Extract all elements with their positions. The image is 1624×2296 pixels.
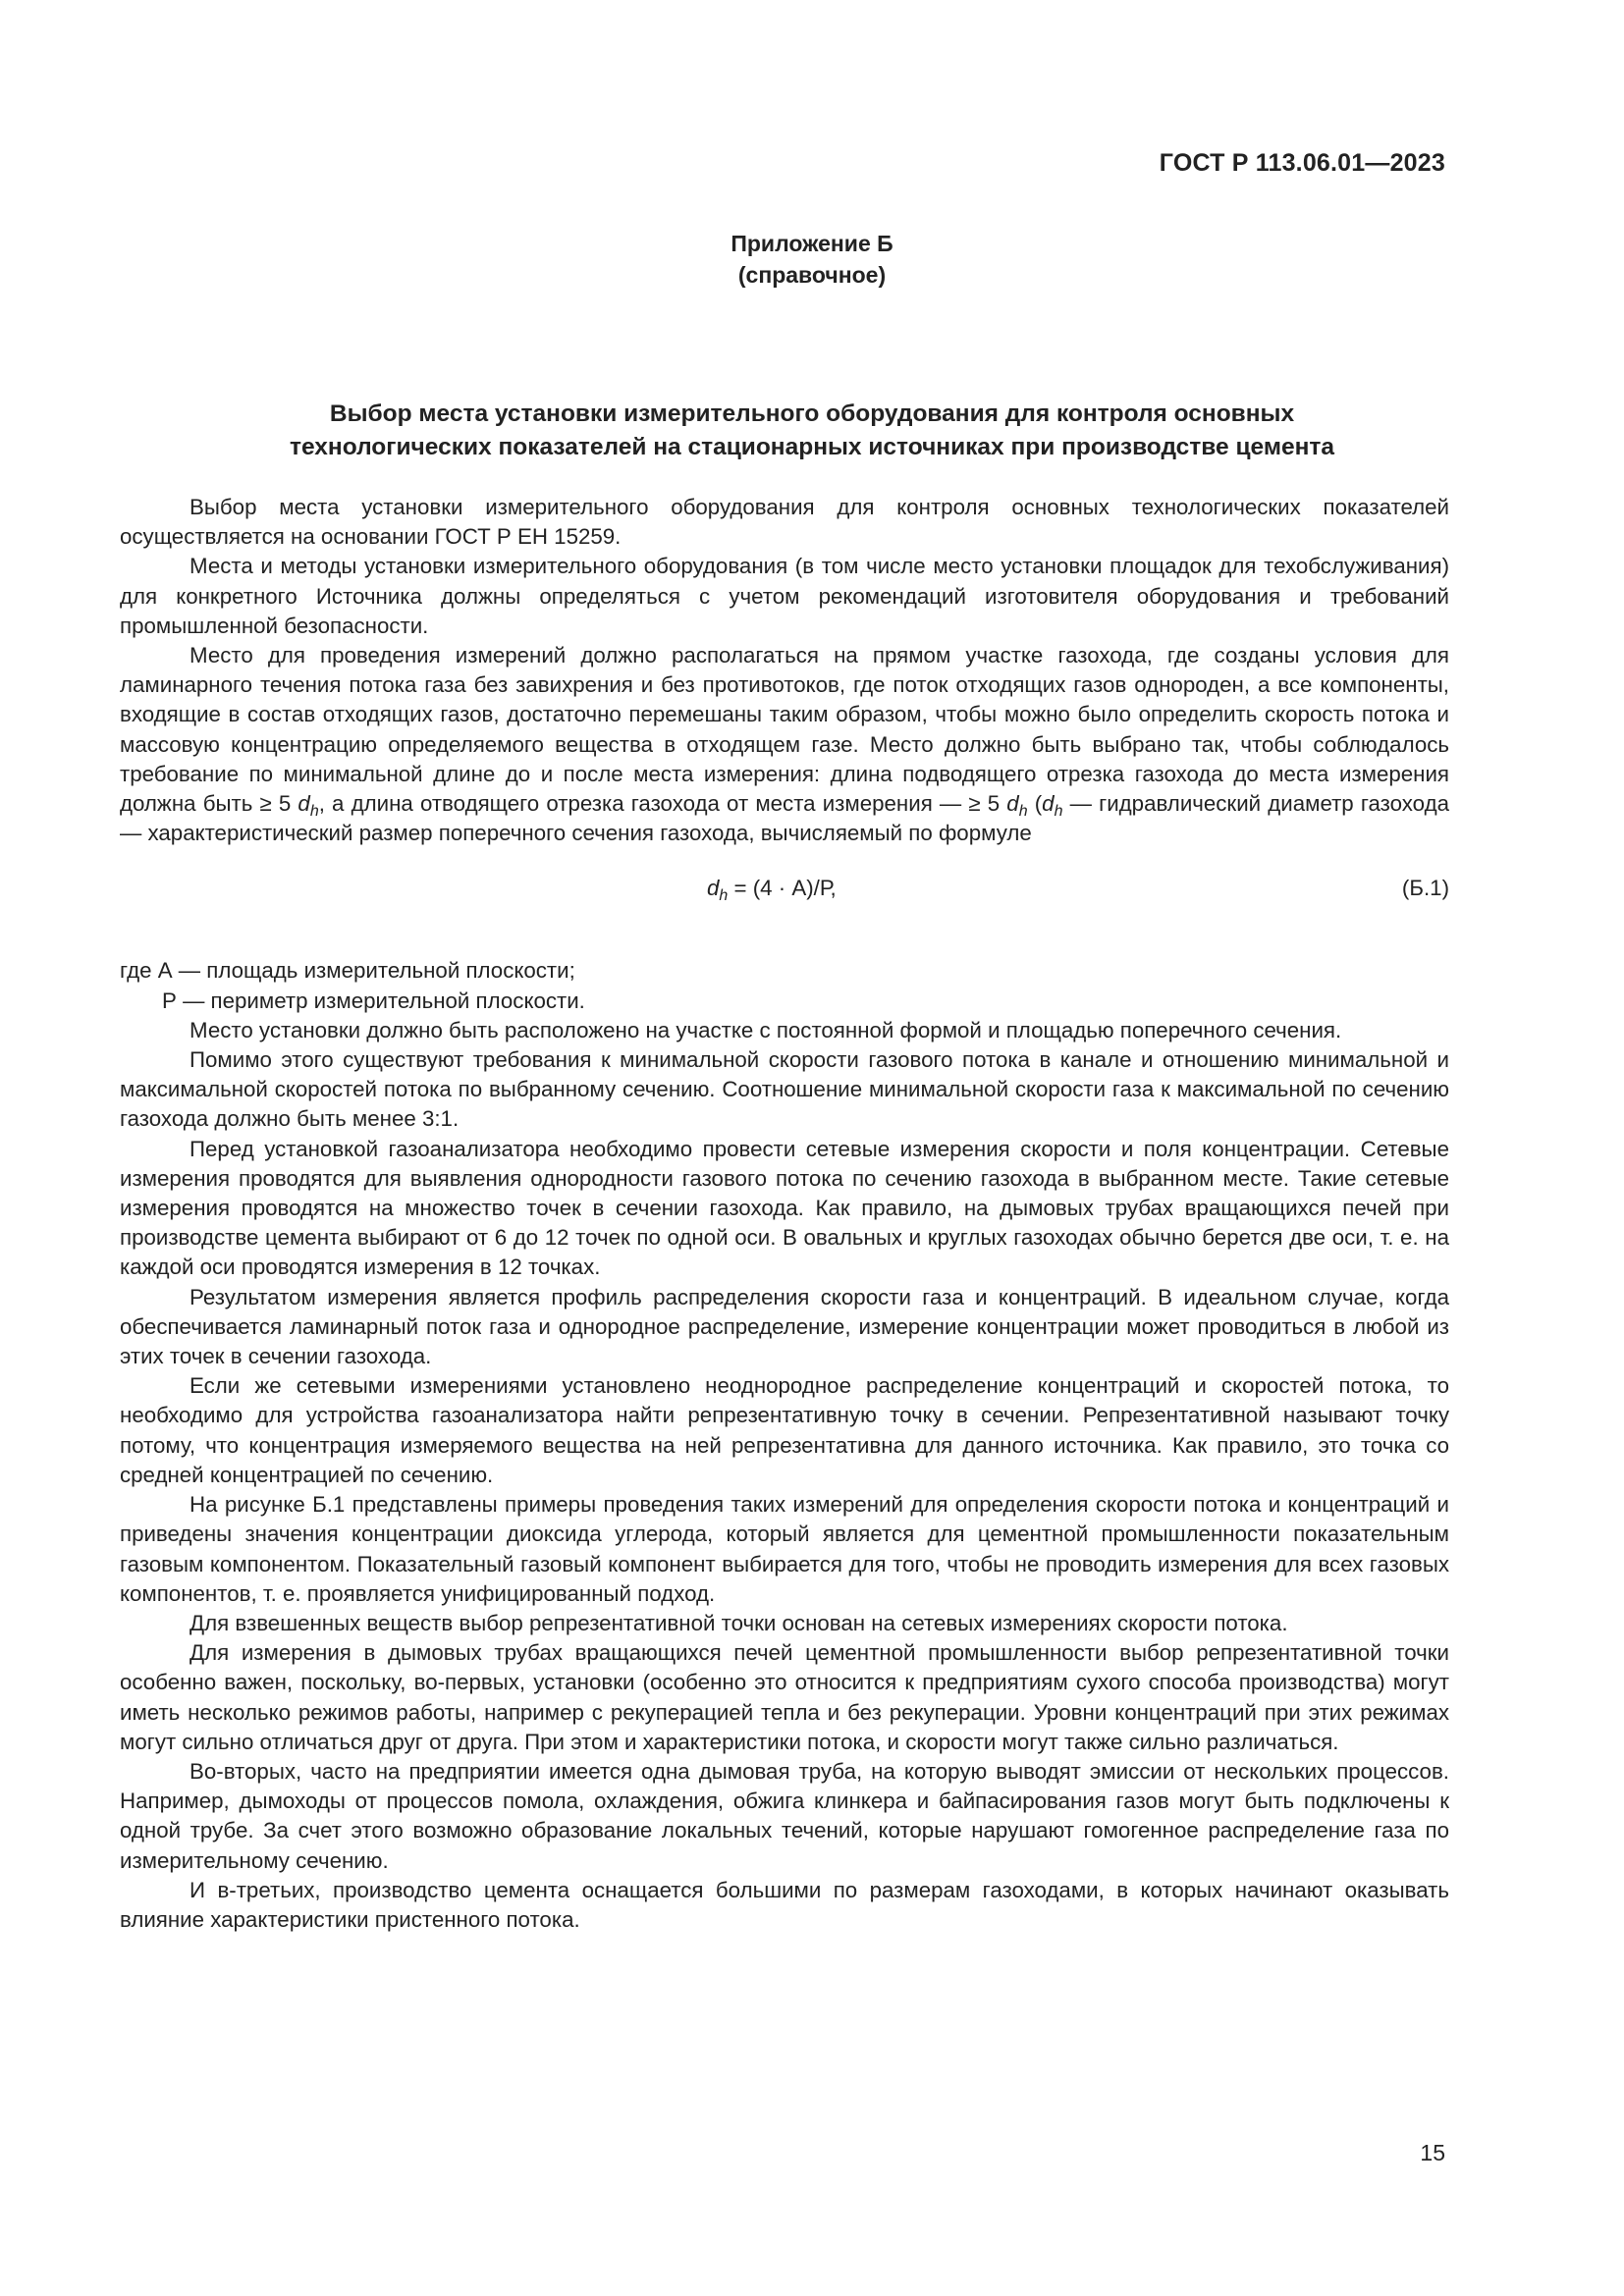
section-title	[0, 398, 1624, 464]
formula-b1	[120, 874, 1449, 903]
paragraph: На рисунке Б.1 представлены примеры проведения таких измерений для определения скорости потока и концентраций и приведены значения концентрации диоксида углерода, который является для цементной промышленности показательным газовым компонентом. Показательный газовый компонент выбирается для того, чтобы не проводить измерения для всех газовых компонентов, т. е. проявляется унифицированный подход.	[120, 1492, 1449, 1606]
symbol-h: h	[309, 803, 319, 821]
paragraph: И в-третьих, производство цемента оснащается большими по размерам газоходами, в которых начинают оказывать влияние характеристики пристенного потока.	[120, 1877, 1449, 1932]
formula-expression	[707, 874, 837, 903]
paragraph: Для измерения в дымовых трубах вращающихся печей цементной промышленности выбор репрезентативной точки особенно важен, поскольку, во-первых, установки (особенно это относится к предприятиям сухого способа производства) могут иметь несколько режимов работы, например с рекуперацией тепла и без рекуперации. Уровни концентраций при этих режимах могут сильно отличаться друг от друга. При этом и характеристики потока, и скорости могут также сильно различаться.	[120, 1640, 1449, 1754]
paragraph-text: Место для проведения измерений должно располагаться на прямом участке газохода, где созданы условия для ламинарного течения потока газа без завихрения и без противотоков, где поток отходящих газов однороден, а все компоненты, входящие в состав отходящих газов, достаточно перемешаны таким образом, чтобы можно было определить скорость потока и массовую концентрацию определяемого вещества в отходящем газе. Место должно быть выбрано так, чтобы соблюдалось требование по минимальной длине до и после места измерения: длина подводящего отрезка газохода до места измерения должна быть ≥ 5	[120, 643, 1449, 817]
paragraph: Результатом измерения является профиль распределения скорости газа и концентраций. В идеальном случае, когда обеспечивается ламинарный поток газа и однородное распределение, измерение концентрации может проводиться в любой из этих точек в сечении газохода.	[120, 1284, 1449, 1369]
paragraph: Место установки должно быть расположено на участке с постоянной формой и площадью поперечного сечения.	[189, 1017, 1342, 1042]
symbol-d: d	[298, 791, 310, 817]
appendix-title: Приложение Б	[731, 231, 893, 256]
paragraph: Если же сетевыми измерениями установлено неоднородное распределение концентраций и скоростей потока, то необходимо для устройства газоанализатора найти репрезентативную точку в сечении. Репрезентативной называют точку потому, что концентрация измеряемого вещества на ней репрезентативна для данного источника. Как правило, это точка со средней концентрацией по сечению.	[120, 1373, 1449, 1487]
document-code: ГОСТ Р 113.06.01—2023	[1159, 149, 1445, 177]
paragraph: Во-вторых, часто на предприятии имеется одна дымовая труба, на которую выводят эмиссии от нескольких процессов. Например, дымоходы от процессов помола, охлаждения, обжига клинкера и байпасирования газов могут быть подключены к одной трубе. За счет этого возможно образование локальных течений, которые нарушают гомогенное распределение газа по измерительному сечению.	[120, 1758, 1449, 1873]
where-line-perimeter: Р — периметр измерительной плоскости.	[162, 988, 585, 1013]
paragraph-text: (	[1027, 791, 1043, 817]
formula-number: (Б.1)	[1401, 876, 1449, 901]
appendix-heading	[0, 228, 1624, 291]
paragraph: Помимо этого существуют требования к минимальной скорости газового потока в канале и отношению минимальной и максимальной скоростей потока по выбранному сечению. Соотношение минимальной скорости газа к максимальной по сечению газохода должно быть менее 3:1.	[120, 1047, 1449, 1132]
paragraph-hydraulic-diameter	[120, 641, 1449, 848]
paragraph-text: — гидравлический диаметр газохода — характеристический размер поперечного сечения газохода, вычисляемый по формуле	[120, 791, 1449, 846]
where-line-area: где А — площадь измерительной плоскости;	[120, 958, 575, 984]
body-text	[120, 493, 1449, 1935]
paragraph: Перед установкой газоанализатора необходимо провести сетевые измерения скорости и поля концентрации. Сетевые измерения проводятся для выявления однородности газового потока по сечению газохода в выбранном месте. Такие сетевые измерения проводятся на множество точек в сечении газохода. Как правило, на дымовых трубах вращающихся печей при производстве цемента выбирают от 6 до 12 точек по одной оси. В овальных и круглых газоходах обычно берется две оси, т. е. на каждой оси проводятся измерения в 12 точках.	[120, 1136, 1449, 1280]
symbol-d: d	[707, 876, 720, 901]
symbol-d: d	[1042, 791, 1055, 817]
formula-rest: = (4 · А)/Р,	[728, 876, 837, 901]
symbol-h: h	[719, 887, 729, 905]
paragraph: Выбор места установки измерительного оборудования для контроля основных технологических показателей осуществляется на основании ГОСТ Р ЕН 15259.	[120, 495, 1449, 550]
paragraph: Места и методы установки измерительного оборудования (в том числе место установки площадок для техобслуживания) для конкретного Источника должны определяться с учетом рекомендаций изготовителя оборудования и требований промышленной безопасности.	[120, 554, 1449, 638]
section-title-line-2: технологических показателей на стационарных источниках при производстве цемента	[289, 434, 1335, 460]
symbol-h: h	[1018, 803, 1028, 821]
section-title-line-1: Выбор места установки измерительного оборудования для контроля основных	[329, 400, 1295, 427]
paragraph: Для взвешенных веществ выбор репрезентативной точки основан на сетевых измерениях скорости потока.	[189, 1610, 1288, 1635]
paragraph-text: , а длина отводящего отрезка газохода от места измерения — ≥ 5	[318, 791, 1007, 817]
appendix-subtitle: (справочное)	[737, 262, 887, 288]
symbol-d: d	[1006, 791, 1019, 817]
page-number: 15	[1420, 2140, 1445, 2165]
symbol-h: h	[1054, 803, 1063, 821]
